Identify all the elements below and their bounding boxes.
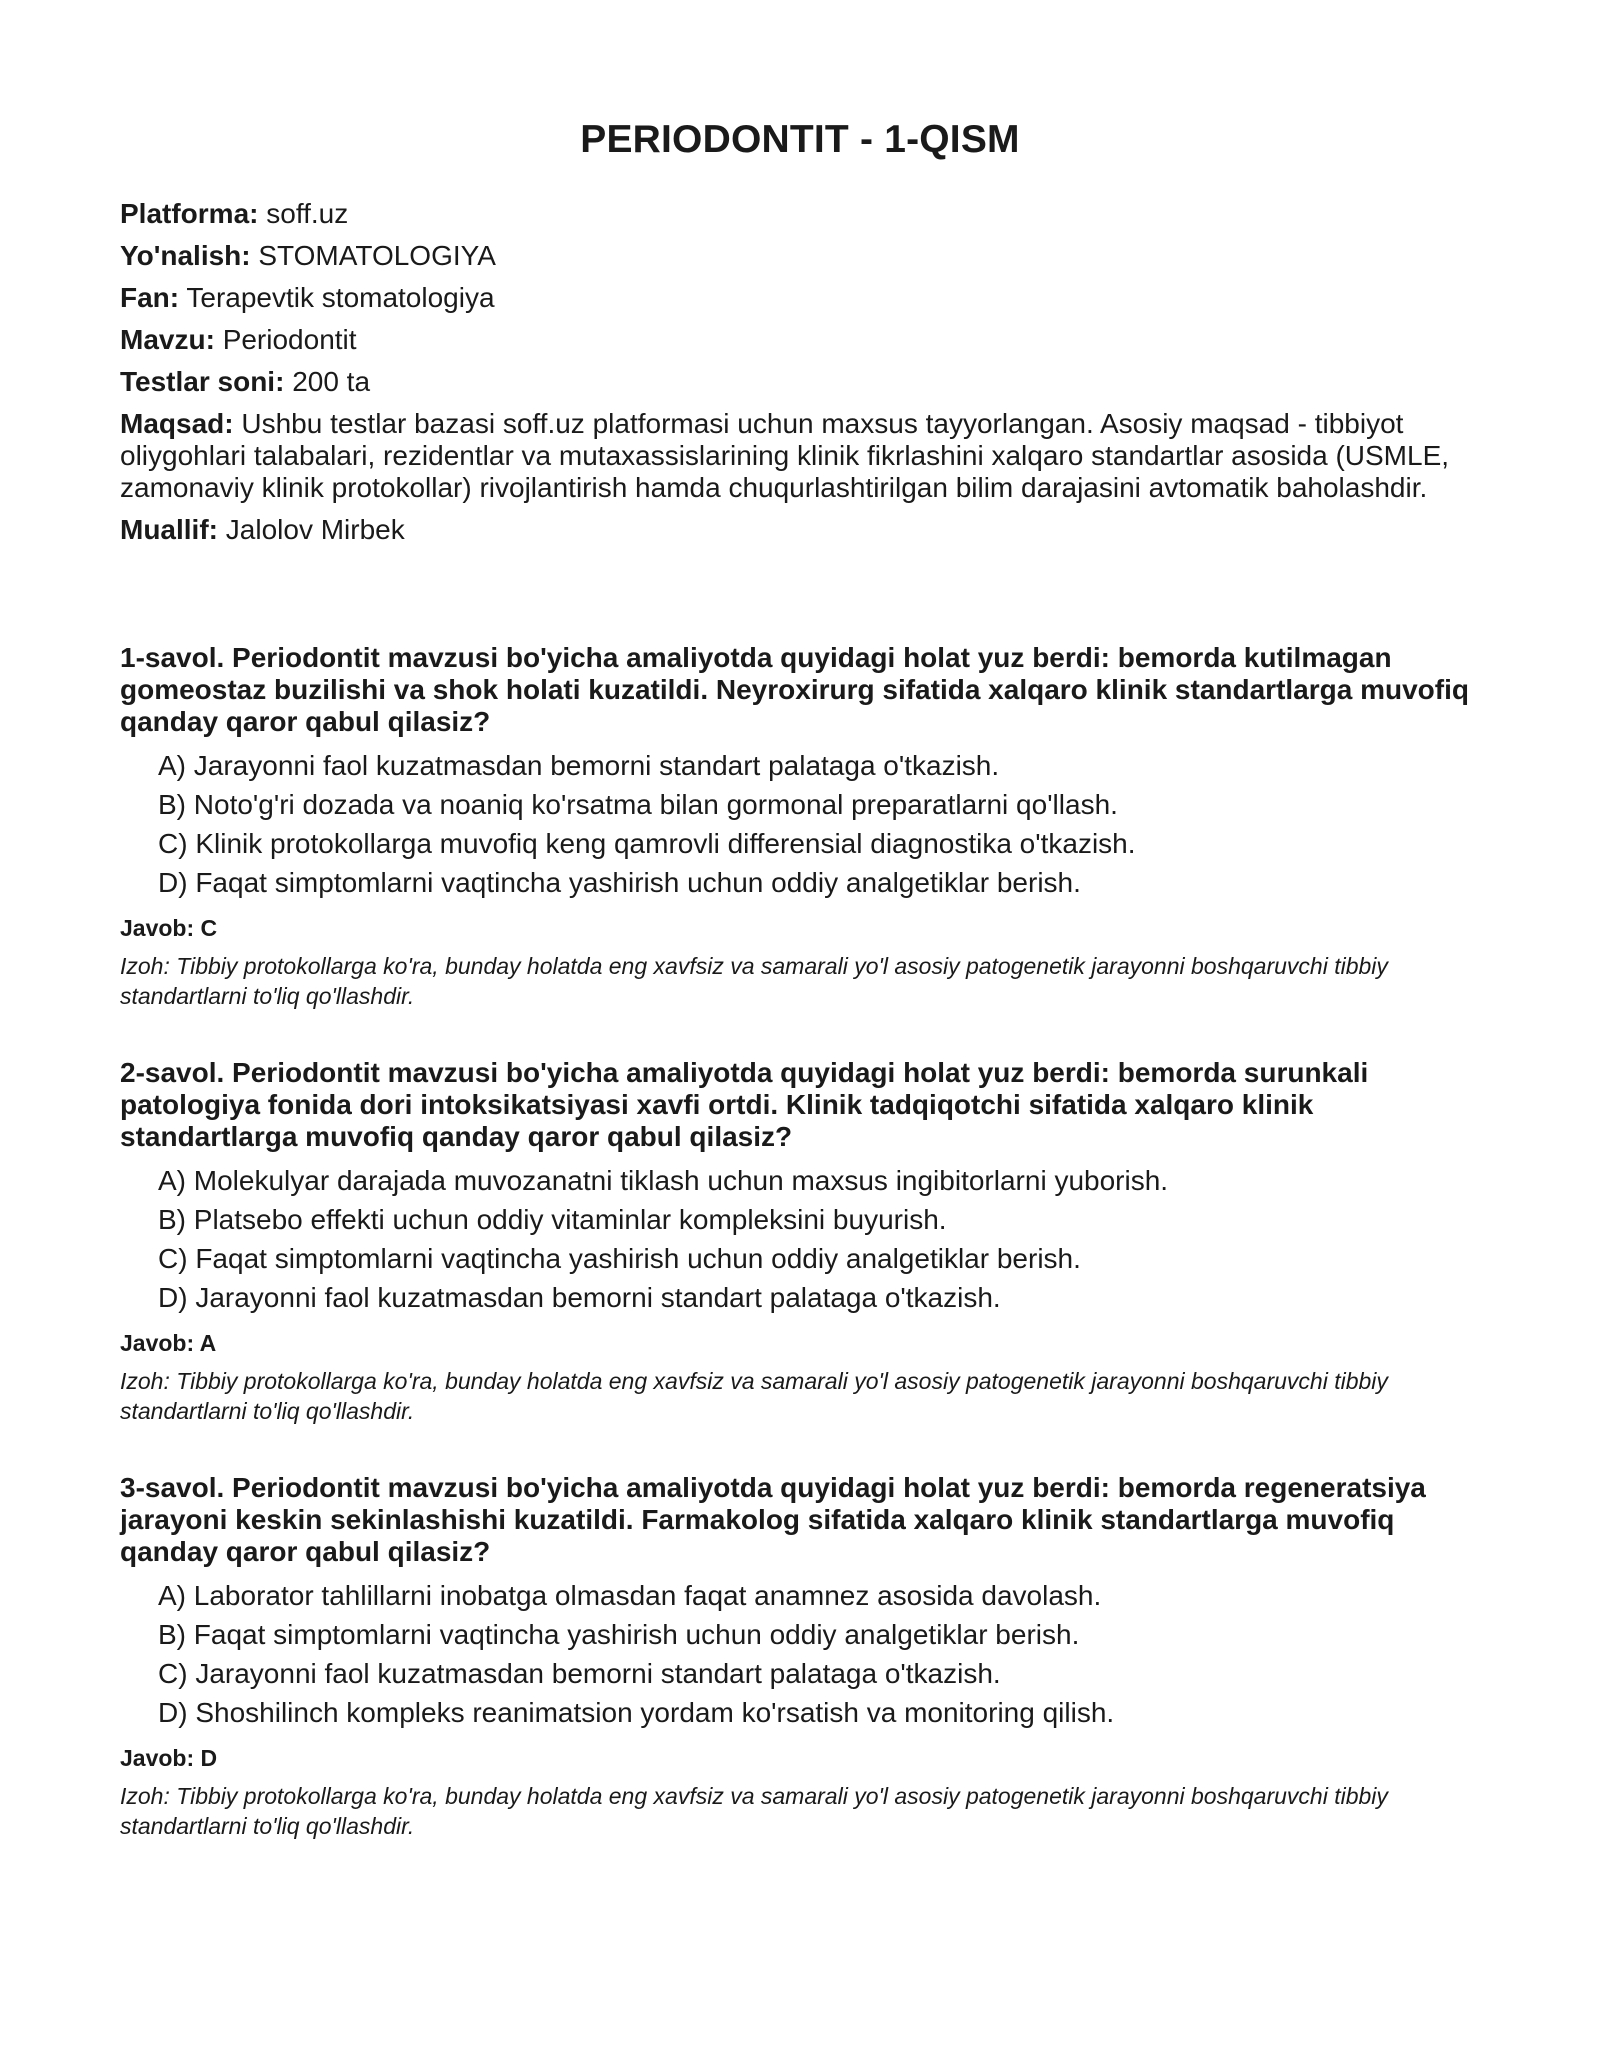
explanation: Izoh: Tibbiy protokollarga ko'ra, bunday holatda eng xavfsiz va samarali yo'l asosiy patogenetik jarayonni boshqaruvchi tibbiy standartlarni to'liq qo'llashdir.: [120, 1783, 1388, 1839]
meta-platforma: [120, 198, 1480, 230]
answer-option: A) Molekulyar darajada muvozanatni tiklash uchun maxsus ingibitorlarni yuborish.: [158, 1165, 1169, 1196]
answer-option: B) Platsebo effekti uchun oddiy vitaminlar kompleksini buyurish.: [158, 1204, 947, 1235]
questions-list: [120, 642, 1480, 1841]
question-text: 2-savol. Periodontit mavzusi bo'yicha amaliyotda quyidagi holat yuz berdi: bemorda surunkali patologiya fonida dori intoksikatsiyasi xavfi ortdi. Klinik tadqiqotchi sifatida xalqaro klinik standartlarga muvofiq qanday qaror qabul qilasiz?: [120, 1057, 1369, 1152]
meta-value: Periodontit: [222, 324, 357, 355]
meta-mavzu: [120, 324, 1480, 356]
answer-option: C) Klinik protokollarga muvofiq keng qamrovli differensial diagnostika o'tkazish.: [158, 828, 1136, 859]
meta-label: Mavzu:: [120, 324, 215, 355]
meta-label: Fan:: [120, 282, 180, 313]
correct-answer: Javob: A: [120, 1330, 217, 1356]
meta-value: Ushbu testlar bazasi soff.uz platformasi uchun maxsus tayyorlangan. Asosiy maqsad - tibbiyot oliygohlari talabalari, rezidentlar va mutaxassislarining klinik fikrlashini xalqaro standartlar asosida (USMLE, zamonaviy klinik protokollar) rivojlantirish hamda chuqurlashtirilgan bilim darajasini avtomatik baholashdir.: [120, 408, 1450, 503]
meta-yonalish: [120, 240, 1480, 272]
answer-option: D) Faqat simptomlarni vaqtincha yashirish uchun oddiy analgetiklar berish.: [158, 867, 1081, 898]
answer-option: C) Jarayonni faol kuzatmasdan bemorni standart palataga o'tkazish.: [158, 1658, 1001, 1689]
meta-label: Yo'nalish:: [120, 240, 251, 271]
meta-value: Terapevtik stomatologiya: [186, 282, 495, 313]
document-page: [120, 118, 1480, 1887]
answer-option: B) Noto'g'ri dozada va noaniq ko'rsatma bilan gormonal preparatlarni qo'llash.: [158, 789, 1118, 820]
meta-label: Platforma:: [120, 198, 259, 229]
explanation: Izoh: Tibbiy protokollarga ko'ra, bunday holatda eng xavfsiz va samarali yo'l asosiy patogenetik jarayonni boshqaruvchi tibbiy standartlarni to'liq qo'llashdir.: [120, 1368, 1388, 1424]
question-block: [120, 1057, 1480, 1426]
page-title: PERIODONTIT - 1-QISM: [580, 118, 1020, 161]
correct-answer: Javob: C: [120, 915, 218, 941]
meta-testlar-soni: [120, 366, 1480, 398]
meta-value: 200 ta: [292, 366, 371, 397]
metadata-block: [120, 198, 1480, 546]
question-text: 1-savol. Periodontit mavzusi bo'yicha amaliyotda quyidagi holat yuz berdi: bemorda kutilmagan gomeostaz buzilishi va shok holati kuzatildi. Neyroxirurg sifatida xalqaro klinik standartlarga muvofiq qanday qaror qabul qilasiz?: [120, 642, 1469, 737]
answer-option: A) Laborator tahlillarni inobatga olmasdan faqat anamnez asosida davolash.: [158, 1580, 1102, 1611]
question-block: [120, 642, 1480, 1011]
meta-label: Muallif:: [120, 514, 218, 545]
answer-option: B) Faqat simptomlarni vaqtincha yashirish uchun oddiy analgetiklar berish.: [158, 1619, 1080, 1650]
answer-option: D) Shoshilinch kompleks reanimatsion yordam ko'rsatish va monitoring qilish.: [158, 1697, 1115, 1728]
question-text: 3-savol. Periodontit mavzusi bo'yicha amaliyotda quyidagi holat yuz berdi: bemorda regeneratsiya jarayoni keskin sekinlashishi kuzatildi. Farmakolog sifatida xalqaro klinik standartlarga muvofiq qanday qaror qabul qilasiz?: [120, 1472, 1426, 1567]
meta-value: STOMATOLOGIYA: [258, 240, 496, 271]
meta-label: Maqsad:: [120, 408, 234, 439]
answer-option: C) Faqat simptomlarni vaqtincha yashirish uchun oddiy analgetiklar berish.: [158, 1243, 1081, 1274]
meta-label: Testlar soni:: [120, 366, 285, 397]
meta-muallif: [120, 514, 1480, 546]
explanation: Izoh: Tibbiy protokollarga ko'ra, bunday holatda eng xavfsiz va samarali yo'l asosiy patogenetik jarayonni boshqaruvchi tibbiy standartlarni to'liq qo'llashdir.: [120, 953, 1388, 1009]
meta-value: soff.uz: [266, 198, 349, 229]
question-block: [120, 1472, 1480, 1841]
meta-fan: [120, 282, 1480, 314]
answer-option: D) Jarayonni faol kuzatmasdan bemorni standart palataga o'tkazish.: [158, 1282, 1001, 1313]
meta-maqsad: [120, 408, 1480, 504]
meta-value: Jalolov Mirbek: [225, 514, 405, 545]
correct-answer: Javob: D: [120, 1745, 218, 1771]
answer-option: A) Jarayonni faol kuzatmasdan bemorni standart palataga o'tkazish.: [158, 750, 1000, 781]
